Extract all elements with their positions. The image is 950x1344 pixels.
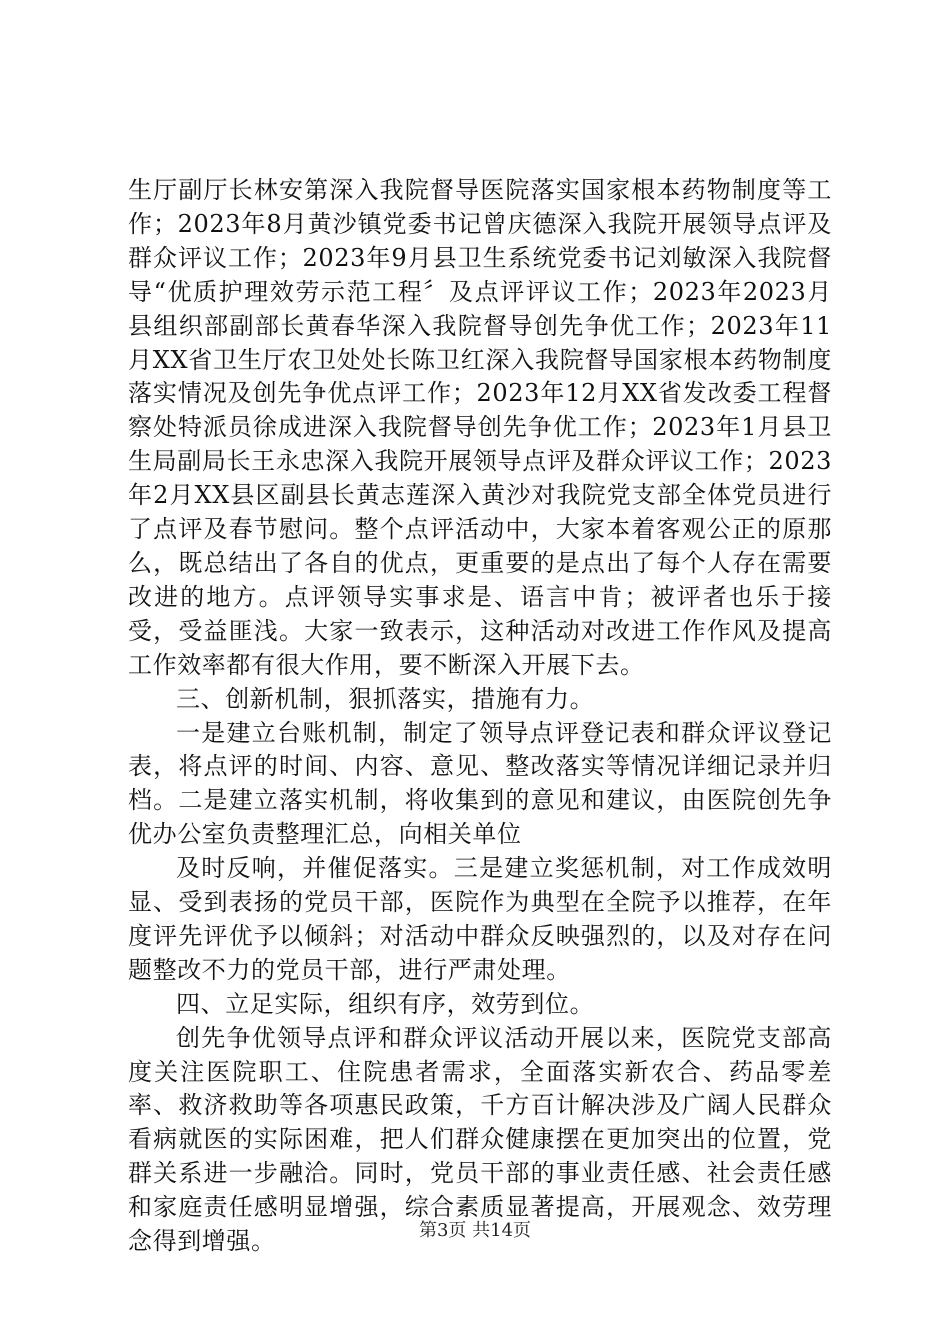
section-heading-3: 三、创新机制，狠抓落实，措施有力。	[176, 684, 595, 713]
document-body	[128, 174, 832, 1259]
paragraph-service: 创先争优领导点评和群众评议活动开展以来，医院党支部高度关注医院职工、住院患者需求，全面落实新农合、药品零差率、救济救助等各项惠民政策，千方百计解决涉及广阔人民群众看病就医的实际困难，把人们群众健康摆在更加突出的位置，党群关系进一步融洽。同时，党员干部的事业责任感、社会责任感和家庭责任感明显增强，综合素质显著提高，开展观念、效劳理念得到增强。	[128, 1023, 832, 1256]
paragraph-leaders-visits: 生厅副厅长林安第深入我院督导医院落实国家根本药物制度等工作；2023年8月黄沙镇党委书记曾庆德深入我院开展领导点评及群众评议工作；2023年9月县卫生系统党委书记刘敏深入我院督导“优质护理效劳示范工程〞及点评评议工作；2023年2023月县组织部副部长黄春华深入我院督导创先争优工作；2023年11月XX省卫生厅农卫处处长陈卫红深入我院督导国家根本药物制度落实情况及创先争优点评工作；2023年12月XX省发改委工程督察处特派员徐成进深入我院督导创先争优工作；2023年1月县卫生局副局长王永忠深入我院开展领导点评及群众评议工作；2023年2月XX县区副县长黄志莲深入黄沙对我院党支部全体党员进行了点评及春节慰问。整个点评活动中，大家本着客观公正的原那么，既总结出了各自的优点，更重要的是点出了每个人存在需要改进的地方。点评领导实事求是、语言中肯；被评者也乐于接受，受益匪浅。大家一致表示，这种活动对改进工作作风及提高工作效率都有很大作用，要不断深入开展下去。	[128, 176, 832, 679]
paragraph-mechanism-2: 及时反响，并催促落实。三是建立奖惩机制，对工作成效明显、受到表扬的党员干部，医院作为典型在全院予以推荐，在年度评先评优予以倾斜；对活动中群众反映强烈的，以及对存在问题整改不力的党员干部，进行严肃处理。	[128, 854, 832, 984]
section-heading-4: 四、立足实际，组织有序，效劳到位。	[176, 989, 595, 1018]
paragraph-mechanism-1: 一是建立台账机制，制定了领导点评登记表和群众评议登记表，将点评的时间、内容、意见、整改落实等情况详细记录并归档。二是建立落实机制，将收集到的意见和建议，由医院创先争优办公室负责整理汇总，向相关单位	[128, 718, 832, 849]
page-number-footer: 第3页 共14页	[418, 1220, 532, 1241]
